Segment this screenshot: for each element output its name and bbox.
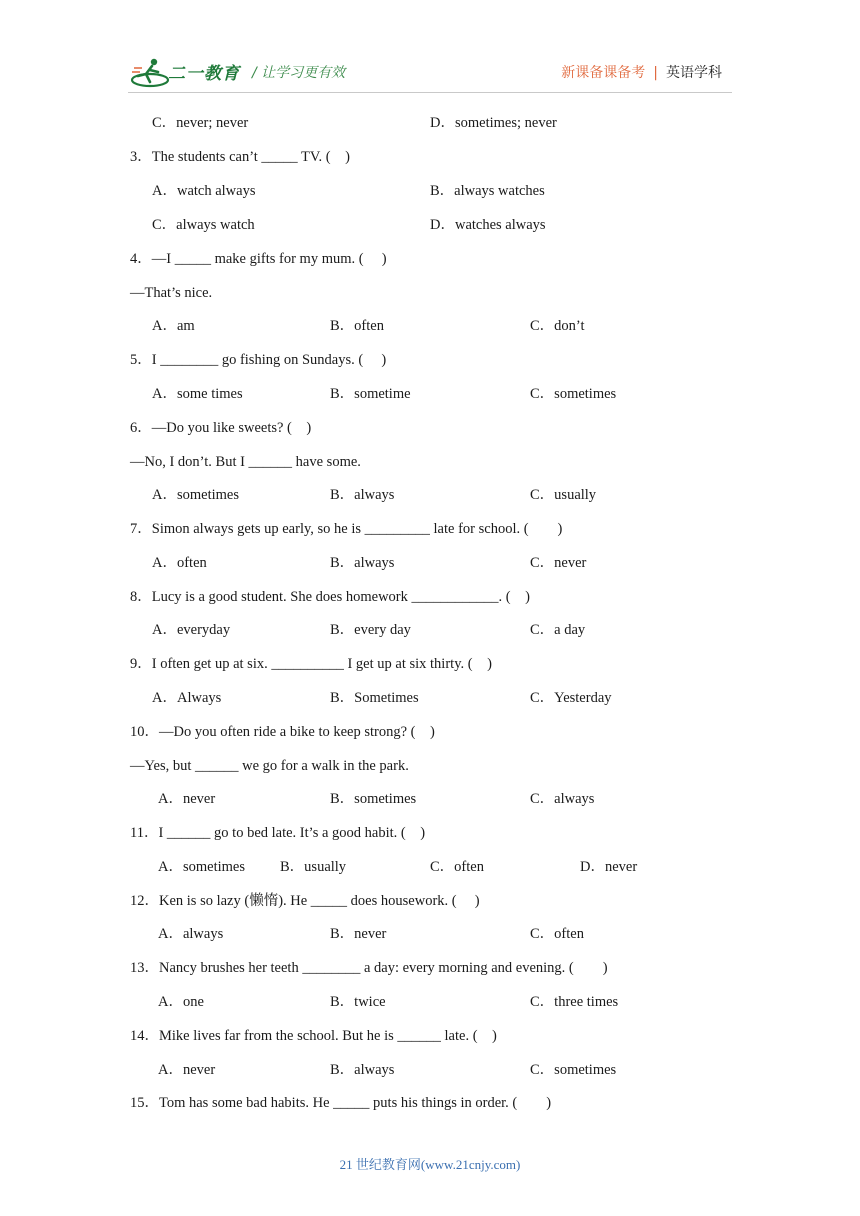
question-line: 4．—I _____ make gifts for my mum. ( )	[130, 251, 387, 267]
answer-option: A．everyday	[152, 622, 231, 638]
answer-option: C．sometimes	[530, 386, 617, 402]
header-separator: |	[653, 65, 658, 81]
answer-option: C．don’t	[530, 318, 585, 334]
question-line: 13．Nancy brushes her teeth ________ a day: every morning and evening. ( )	[130, 960, 608, 976]
question-line: 7．Simon always gets up early, so he is _________ late for school. ( )	[130, 521, 563, 537]
answer-option: A．always	[158, 926, 224, 942]
answer-option: C．Yesterday	[530, 690, 612, 706]
question-line: 11．I ______ go to bed late. It’s a good habit. ( )	[130, 825, 426, 841]
answer-option: A．one	[158, 994, 204, 1010]
answer-option: A．never	[158, 1062, 216, 1078]
question-line: —No, I don’t. But I ______ have some.	[130, 454, 361, 470]
answer-option: B．always watches	[430, 183, 545, 199]
page-footer: 21 世纪教育网(www.21cnjy.com)	[339, 1157, 521, 1172]
answer-option: C．never; never	[152, 115, 249, 131]
slogan: / 让学习更有效	[252, 65, 346, 81]
answer-option: A．watch always	[152, 183, 256, 199]
answer-option: A．sometimes	[152, 487, 239, 503]
question-line: 8．Lucy is a good student. She does homework ____________. ( )	[130, 589, 530, 605]
question-line: 5．I ________ go fishing on Sundays. ( )	[130, 352, 387, 368]
answer-option: A．Always	[152, 690, 222, 706]
page-header	[0, 0, 860, 100]
question-line: 10．—Do you often ride a bike to keep strong? ( )	[130, 724, 435, 740]
header-course-subject	[561, 62, 722, 82]
answer-option: C．always	[530, 791, 595, 807]
answer-option: C．always watch	[152, 217, 255, 233]
answer-option: A．am	[152, 318, 195, 334]
answer-option: C．usually	[530, 487, 597, 503]
question-line: 3．The students can’t _____ TV. ( )	[130, 149, 350, 165]
answer-option: B．every day	[330, 622, 411, 638]
question-line: 12．Ken is so lazy (懒惰). He _____ does housework. ( )	[130, 893, 480, 909]
question-line: —That’s nice.	[130, 285, 213, 301]
answer-option: D．sometimes; never	[430, 115, 557, 131]
question-line: 6．—Do you like sweets? ( )	[130, 420, 312, 436]
answer-option: B．Sometimes	[330, 690, 419, 706]
answer-option: B．always	[330, 1062, 395, 1078]
answer-option: C．often	[430, 859, 484, 875]
answer-option: B．always	[330, 555, 395, 571]
subject-label: 英语学科	[666, 65, 722, 81]
answer-option: B．always	[330, 487, 395, 503]
answer-option: C．three times	[530, 994, 619, 1010]
answer-option: A．sometimes	[158, 859, 245, 875]
answer-option: B．never	[330, 926, 387, 942]
answer-option: B．usually	[280, 859, 347, 875]
answer-option: A．never	[158, 791, 216, 807]
question-line: 14．Mike lives far from the school. But he is ______ late. ( )	[130, 1028, 497, 1044]
answer-option: B．sometimes	[330, 791, 417, 807]
question-line: 9．I often get up at six. __________ I get up at six thirty. ( )	[130, 656, 492, 672]
answer-option: D．never	[580, 859, 638, 875]
answer-option: A．often	[152, 555, 207, 571]
answer-option: C．often	[530, 926, 584, 942]
header-divider	[128, 92, 732, 93]
course-label: 新课备课备考	[561, 65, 646, 81]
answer-option: C．sometimes	[530, 1062, 617, 1078]
answer-option: A．some times	[152, 386, 243, 402]
answer-option: B．twice	[330, 994, 386, 1010]
answer-option: B．often	[330, 318, 384, 334]
logo-text: 二一教育	[168, 64, 240, 84]
answer-option: C．a day	[530, 622, 586, 638]
question-line: 15．Tom has some bad habits. He _____ puts his things in order. ( )	[130, 1095, 552, 1111]
answer-option: B．sometime	[330, 386, 411, 402]
answer-option: C．never	[530, 555, 587, 571]
answer-option: D．watches always	[430, 217, 546, 233]
question-line: —Yes, but ______ we go for a walk in the park.	[130, 758, 409, 774]
